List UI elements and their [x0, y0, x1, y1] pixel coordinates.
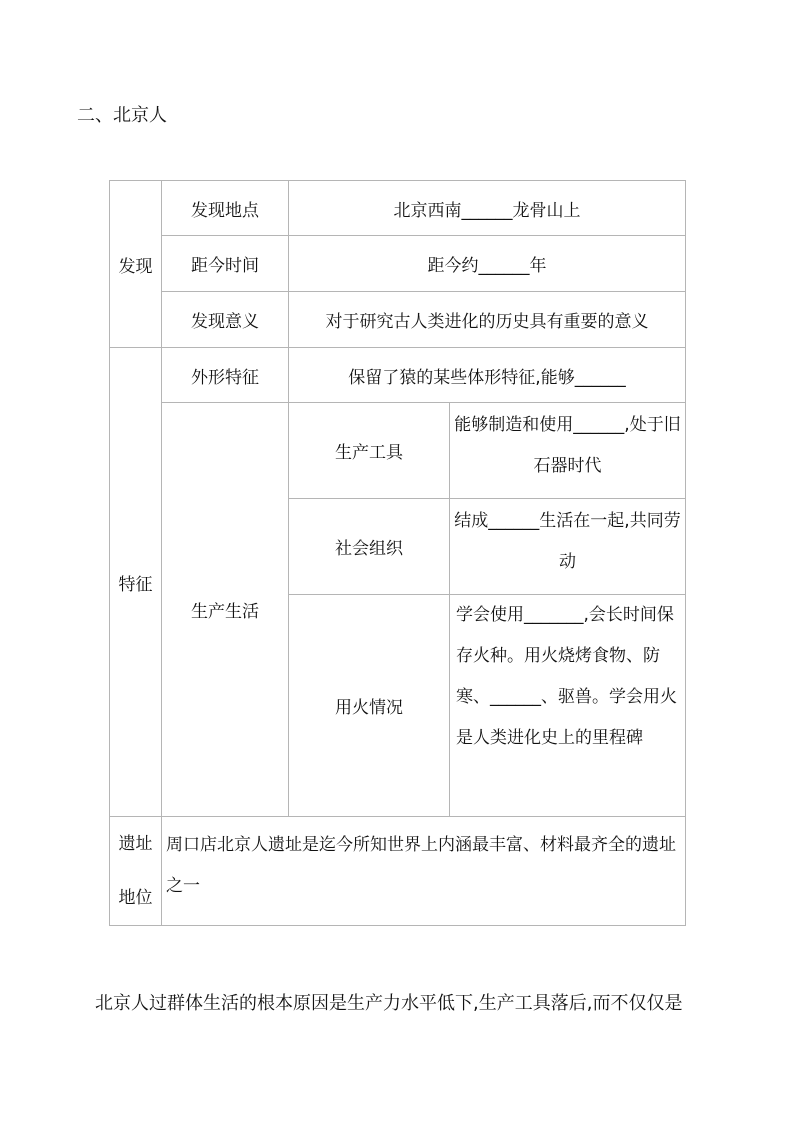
discovery-time-value: 距今约______年 [289, 236, 686, 292]
production-life-label: 生产生活 [162, 403, 289, 817]
discovery-place-label: 发现地点 [162, 181, 289, 236]
discovery-time-label: 距今时间 [162, 236, 289, 292]
section-heading: 二、北京人 [77, 105, 167, 126]
appearance-value: 保留了猿的某些体形特征,能够______ [289, 348, 686, 403]
table-row [110, 236, 686, 292]
appearance-label: 外形特征 [162, 348, 289, 403]
tools-value: 能够制造和使用______,处于旧石器时代 [450, 403, 686, 499]
table-row [110, 403, 686, 499]
note-text: 北京人过群体生活的根本原因是生产力水平低下,生产工具落后,而不仅仅是 [95, 993, 683, 1014]
social-organization-value: 结成______生活在一起,共同劳动 [450, 499, 686, 595]
table-row [110, 348, 686, 403]
table-row [110, 817, 686, 926]
site-status-label-line2: 地位 [118, 888, 153, 908]
social-organization-label: 社会组织 [289, 499, 450, 595]
discovery-significance-label: 发现意义 [162, 292, 289, 348]
discovery-significance-value: 对于研究古人类进化的历史具有重要的意义 [289, 292, 686, 348]
site-status-label [110, 817, 162, 926]
site-status-value: 周口店北京人遗址是迄今所知世界上内涵最丰富、材料最齐全的遗址之一 [162, 817, 686, 926]
peking-man-table [109, 180, 686, 926]
site-status-label-line1: 遗址 [118, 834, 153, 854]
fire-use-label: 用火情况 [289, 595, 450, 817]
features-group-label: 特征 [110, 348, 162, 817]
discovery-group-label: 发现 [110, 181, 162, 348]
discovery-place-value: 北京西南______龙骨山上 [289, 181, 686, 236]
fire-use-value: 学会使用_______,会长时间保存火种。用火烧烤食物、防寒、______、驱兽。学会用火是人类进化史上的里程碑 [450, 595, 686, 817]
table-row [110, 292, 686, 348]
tools-label: 生产工具 [289, 403, 450, 499]
table-row [110, 181, 686, 236]
